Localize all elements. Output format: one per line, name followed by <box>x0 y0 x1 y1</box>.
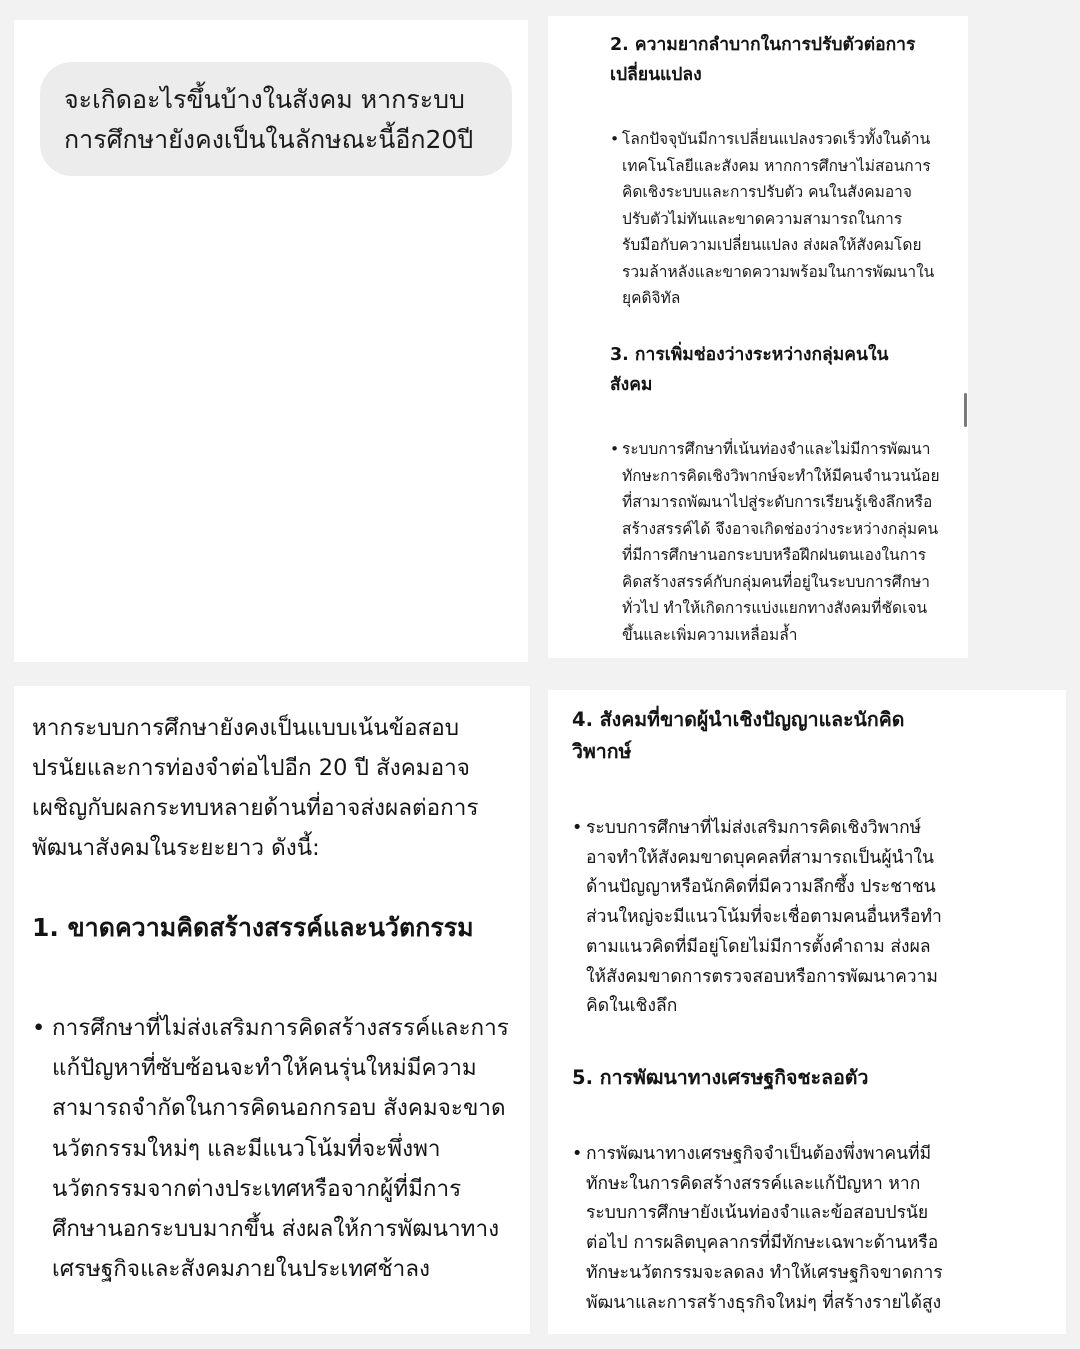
section-2-heading: 2. ความยากลำบากในการปรับตัวต่อการ เปลี่ยนแปลง <box>610 35 916 85</box>
section-4-bullet: • ระบบการศึกษาที่ไม่ส่งเสริมการคิดเชิงวิพากษ์ อาจทำให้สังคมขาดบุคคลที่สามารถเป็นผู้นำใน ด้านปัญญาหรือนักคิดที่มีความลึกซึ้ง ประชาชน ส่วนใหญ่จะมีแนวโน้มที่จะเชื่อตามคนอื่นหรือทำ ตามแนวคิดที่มีอยู่โดยไม่มีการตั้งคำถาม ส่งผล ให้สังคมขาดการตรวจสอบหรือการพัฒนาความ คิดในเชิงลึก <box>572 814 942 1022</box>
section-3-heading: 3. การเพิ่มช่องว่างระหว่างกลุ่มคนใน สังคม <box>610 345 889 395</box>
section-2-bullet: • โลกปัจจุบันมีการเปลี่ยนแปลงรวดเร็วทั้งในด้าน เทคโนโลยีและสังคม หากการศึกษาไม่สอนการ คิดเชิงระบบและการปรับตัว คนในสังคมอาจ ปรับตัวไม่ทันและขาดความสามารถในการ รับมือกับความเปลี่ยนแปลง ส่งผลให้สังคมโดย รวมล้าหลังและขาดความพร้อมในการพัฒนาใน ยุคดิจิทัล <box>610 126 934 312</box>
question-panel <box>14 20 528 662</box>
scrollbar-thumb[interactable] <box>964 393 967 427</box>
section-5-bullet: • การพัฒนาทางเศรษฐกิจจำเป็นต้องพึ่งพาคนที่มี ทักษะในการคิดสร้างสรรค์และแก้ปัญหา หาก ระบบการศึกษายังเน้นท่องจำและข้อสอบปรนัย ต่อไป การผลิตบุคลากรที่มีทักษะเฉพาะด้านหรือ ทักษะนวัตกรรมจะลดลง ทำให้เศรษฐกิจขาดการ พัฒนาและการสร้างธุรกิจใหม่ๆ ที่สร้างรายได้สูง <box>572 1140 943 1318</box>
bullet-dot: • <box>32 1015 46 1041</box>
section-1-bullet: • การศึกษาที่ไม่ส่งเสริมการคิดสร้างสรรค์และการ แก้ปัญหาที่ซับซ้อนจะทำให้คนรุ่นใหม่มีความ สามารถจำกัดในการคิดนอกกรอบ สังคมจะขาด นวัตกรรมใหม่ๆ และมีแนวโน้มที่จะพึ่งพา นวัตกรรมจากต่างประเทศหรือจากผู้ที่มีการ ศึกษานอกระบบมากขึ้น ส่งผลให้การพัฒนาทาง เศรษฐกิจและสังคมภายในประเทศช้าลง <box>32 1008 509 1289</box>
bullet-dot: • <box>610 130 620 148</box>
section-4-heading: 4. สังคมที่ขาดผู้นำเชิงปัญญาและนักคิด วิพากษ์ <box>572 708 905 763</box>
response-intro: หากระบบการศึกษายังคงเป็นแบบเน้นข้อสอบ ปรนัยและการท่องจำต่อไปอีก 20 ปี สังคมอาจ เผชิญกับผลกระทบหลายด้านที่อาจส่งผลต่อการ พัฒนาสังคมในระยะยาว ดังนี้: <box>32 715 479 861</box>
question-line-2: การศึกษายังคงเป็นในลักษณะนี้อีก20ปี <box>64 125 474 154</box>
bullet-dot: • <box>610 440 620 458</box>
bullet-dot: • <box>572 818 583 838</box>
user-message-bubble <box>40 62 512 176</box>
bullet-dot: • <box>572 1144 583 1164</box>
response-panel-sections-2-3[interactable] <box>548 16 968 658</box>
question-line-1: จะเกิดอะไรขึ้นบ้างในสังคม หากระบบ <box>64 85 465 114</box>
section-3-bullet: • ระบบการศึกษาที่เน้นท่องจำและไม่มีการพัฒนา ทักษะการคิดเชิงวิพากษ์จะทำให้มีคนจำนวนน้อย ที่สามารถพัฒนาไปสู่ระดับการเรียนรู้เชิงลึกหรือ สร้างสรรค์ได้ จึงอาจเกิดช่องว่างระหว่างกลุ่มคน ที่มีการศึกษานอกระบบหรือฝึกฝนตนเองในการ คิดสร้างสรรค์กับกลุ่มคนที่อยู่ในระบบการศึกษา ทั่วไป ทำให้เกิดการแบ่งแยกทางสังคมที่ชัดเจน ขึ้นและเพิ่มความเหลื่อมล้ำ <box>610 436 940 648</box>
response-panel-intro-section-1 <box>14 686 530 1334</box>
section-5-heading: 5. การพัฒนาทางเศรษฐกิจชะลอตัว <box>572 1066 869 1089</box>
section-1-heading: 1. ขาดความคิดสร้างสรรค์และนวัตกรรม <box>32 913 474 942</box>
response-panel-sections-4-5 <box>548 690 1066 1334</box>
